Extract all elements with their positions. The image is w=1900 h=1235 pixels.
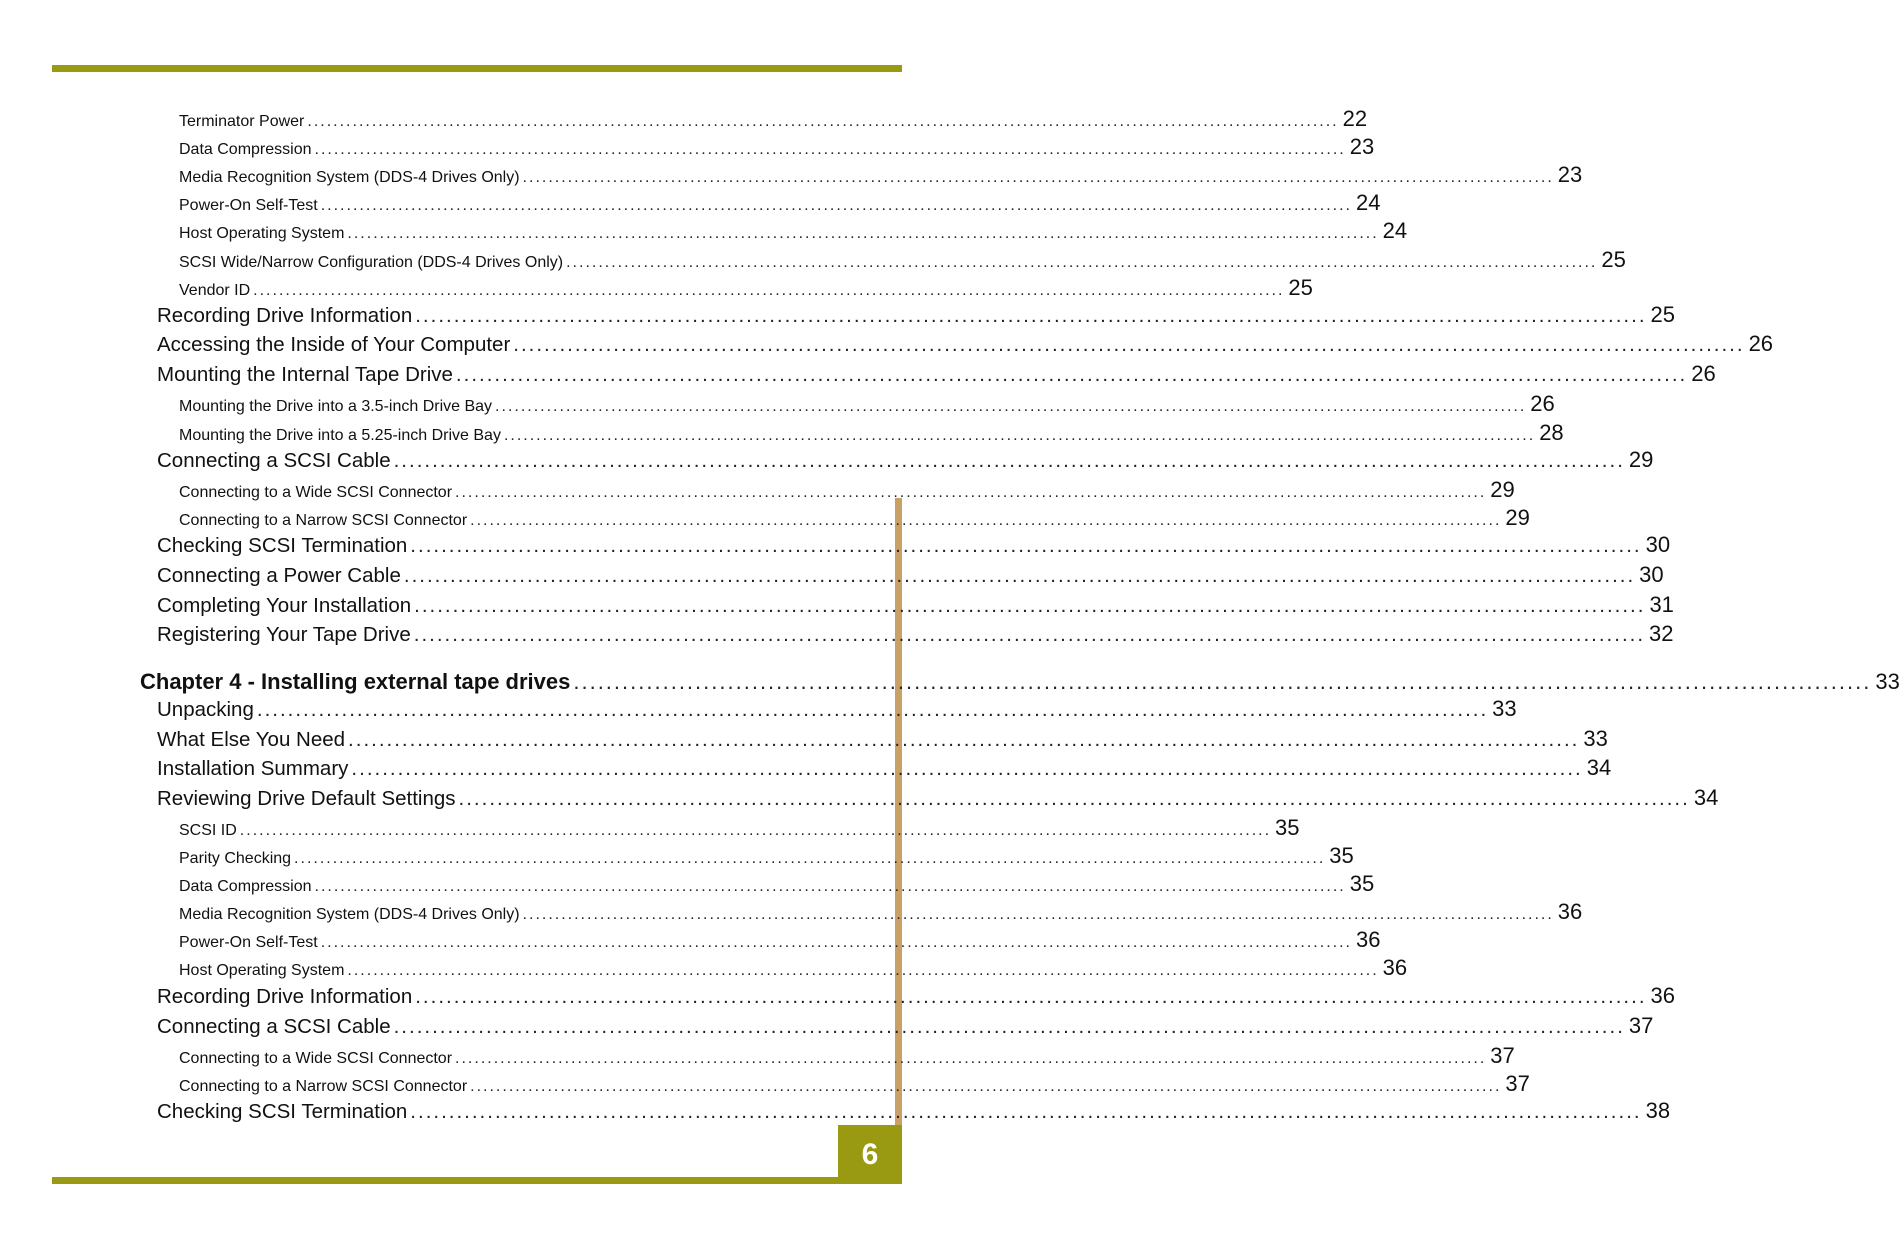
toc-leader: ................................................................................................................................................................: [455, 363, 1688, 386]
toc-leader: ................................................................................................................................................................: [393, 449, 1625, 472]
toc-entry[interactable]: [179, 218, 1408, 244]
toc-leader: ................................................................................................................................................................: [455, 1050, 1487, 1067]
toc-leader: ................................................................................................................................................................: [314, 141, 1346, 158]
toc-entry-page: 33: [1583, 726, 1608, 751]
toc-entry-title: SCSI Wide/Narrow Configuration (DDS-4 Drives Only): [179, 254, 564, 271]
toc-entry-page: 34: [1693, 785, 1719, 810]
toc-entry-title: What Else You Need: [157, 728, 346, 751]
toc-leader: ................................................................................................................................................................: [351, 757, 1583, 780]
toc-entry-title: Accessing the Inside of Your Computer: [157, 333, 511, 356]
toc-leader: ................................................................................................................................................................: [470, 512, 1502, 529]
toc-entry-page: 23: [1349, 134, 1375, 159]
toc-leader: ................................................................................................................................................................: [347, 225, 1379, 242]
toc-entry[interactable]: [157, 1013, 1654, 1039]
toc-entry-title: Terminator Power: [179, 113, 305, 130]
toc-entry-page: 25: [1601, 247, 1626, 272]
toc-leader: ................................................................................................................................................................: [347, 962, 1379, 979]
toc-leader: ................................................................................................................................................................: [410, 1100, 1642, 1123]
toc-entry[interactable]: [157, 562, 1664, 588]
toc-entry-page: 32: [1649, 621, 1674, 646]
toc-entry-page: 24: [1382, 218, 1408, 243]
toc-entry[interactable]: [179, 927, 1381, 953]
toc-entry-page: 35: [1349, 871, 1375, 896]
toc-leader: ................................................................................................................................................................: [470, 1078, 1502, 1095]
toc-entry-page: 31: [1649, 592, 1674, 617]
toc-entry[interactable]: [179, 134, 1375, 160]
toc-entry-page: 38: [1645, 1098, 1671, 1123]
toc-leader: ................................................................................................................................................................: [253, 282, 1285, 299]
toc-entry-page: 35: [1329, 843, 1354, 868]
toc-entry-page: 33: [1875, 669, 1900, 694]
toc-entry-title: Checking SCSI Termination: [157, 1100, 408, 1123]
toc-entry-page: 23: [1557, 162, 1583, 187]
toc-entry-title: Checking SCSI Termination: [157, 534, 408, 557]
page-number: 6: [838, 1125, 902, 1184]
toc-entry-page: 26: [1530, 391, 1555, 416]
toc-entry-title: Connecting a SCSI Cable: [157, 1015, 391, 1038]
toc-entry[interactable]: [157, 755, 1612, 781]
toc-leader: ................................................................................................................................................................: [566, 254, 1598, 271]
toc-entry[interactable]: [157, 331, 1774, 357]
toc-entry[interactable]: [179, 247, 1626, 273]
toc-entry-page: 37: [1490, 1043, 1515, 1068]
toc-entry-page: 37: [1628, 1013, 1654, 1038]
toc-leader: ................................................................................................................................................................: [403, 564, 1636, 587]
toc-leader: ................................................................................................................................................................: [458, 787, 1690, 810]
toc-entry[interactable]: [157, 726, 1608, 752]
toc-entry[interactable]: [157, 1098, 1671, 1124]
toc-entry-page: 26: [1748, 331, 1774, 356]
toc-entry[interactable]: [157, 785, 1719, 811]
toc-entry-page: 25: [1288, 275, 1313, 300]
toc-entry-title: Connecting to a Narrow SCSI Connector: [179, 1078, 468, 1095]
toc-entry-title: Host Operating System: [179, 225, 345, 242]
toc-entry-title: Connecting to a Wide SCSI Connector: [179, 1050, 453, 1067]
toc-leader: ................................................................................................................................................................: [348, 728, 1580, 751]
toc-entry-page: 35: [1275, 815, 1300, 840]
toc-entry[interactable]: [157, 302, 1676, 328]
toc-leader: ................................................................................................................................................................: [414, 594, 1646, 617]
toc-entry-page: 29: [1505, 505, 1530, 530]
toc-entry[interactable]: [157, 532, 1671, 558]
toc-leader: ................................................................................................................................................................: [495, 398, 1527, 415]
toc-entry-page: 26: [1691, 361, 1716, 386]
toc-entry[interactable]: [179, 505, 1530, 531]
toc-leader: ................................................................................................................................................................: [503, 427, 1536, 444]
toc-entry[interactable]: [179, 106, 1368, 132]
toc-entry-title: Installation Summary: [157, 757, 349, 780]
toc-entry[interactable]: [157, 447, 1654, 473]
toc-entry-page: 36: [1382, 955, 1408, 980]
toc-entry[interactable]: [179, 420, 1564, 446]
toc-leader: ................................................................................................................................................................: [573, 669, 1872, 694]
toc-entry-page: 24: [1355, 190, 1381, 215]
toc-entry[interactable]: [179, 162, 1583, 188]
toc-entry[interactable]: [179, 190, 1381, 216]
toc-entry-title: Mounting the Drive into a 5.25-inch Drive Bay: [179, 427, 501, 444]
toc-leader: ................................................................................................................................................................: [256, 698, 1489, 721]
toc-entry[interactable]: [179, 275, 1313, 301]
toc-entry-title: Connecting to a Narrow SCSI Connector: [179, 512, 468, 529]
toc-entry-title: Media Recognition System (DDS-4 Drives Only): [179, 169, 520, 186]
toc-entry-title: Connecting a SCSI Cable: [157, 449, 391, 472]
toc-entry-title: Connecting to a Wide SCSI Connector: [179, 484, 453, 501]
toc-entry-title: Parity Checking: [179, 850, 292, 867]
toc-entry[interactable]: [179, 843, 1354, 869]
toc-entry-title: Recording Drive Information: [157, 985, 413, 1008]
toc-entry-page: 36: [1557, 899, 1583, 924]
toc-entry[interactable]: [179, 1071, 1530, 1097]
top-rule: [52, 65, 902, 72]
toc-entry-title: Completing Your Installation: [157, 594, 412, 617]
toc-entry-title: Registering Your Tape Drive: [157, 623, 411, 646]
toc-chapter-entry[interactable]: [140, 669, 1900, 695]
toc-entry-page: 28: [1539, 420, 1564, 445]
toc-entry-title: Unpacking: [157, 698, 254, 721]
toc-entry[interactable]: [179, 815, 1300, 841]
toc-leader: ................................................................................................................................................................: [320, 197, 1352, 214]
toc-entry-title: Vendor ID: [179, 282, 251, 299]
toc-entry[interactable]: [179, 391, 1555, 417]
toc-entry[interactable]: [179, 899, 1583, 925]
toc-entry-page: 36: [1355, 927, 1381, 952]
toc-entry-page: 29: [1490, 477, 1515, 502]
toc-leader: ................................................................................................................................................................: [239, 822, 1272, 839]
toc-entry[interactable]: [157, 983, 1676, 1009]
toc-entry[interactable]: [157, 361, 1716, 387]
toc-leader: ................................................................................................................................................................: [415, 304, 1647, 327]
toc-entry[interactable]: [157, 621, 1674, 647]
toc-entry-title: Data Compression: [179, 141, 312, 158]
toc-entry[interactable]: [179, 477, 1515, 503]
toc-entry[interactable]: [179, 1043, 1515, 1069]
toc-leader: ................................................................................................................................................................: [415, 985, 1647, 1008]
toc-entry-title: Recording Drive Information: [157, 304, 413, 327]
toc-leader: ................................................................................................................................................................: [393, 1015, 1625, 1038]
toc-entry-page: 33: [1492, 696, 1517, 721]
toc-entry-title: Host Operating System: [179, 962, 345, 979]
toc-chapter-title: Chapter 4 - Installing external tape drives: [140, 669, 571, 694]
toc-leader: ................................................................................................................................................................: [522, 169, 1554, 186]
toc-leader: ................................................................................................................................................................: [455, 484, 1487, 501]
toc-leader: ................................................................................................................................................................: [522, 906, 1554, 923]
toc-entry-page: 37: [1505, 1071, 1530, 1096]
toc-entry[interactable]: [157, 592, 1674, 618]
toc-leader: ................................................................................................................................................................: [314, 878, 1346, 895]
toc-entry-title: Power-On Self-Test: [179, 934, 318, 951]
toc-entry-title: Mounting the Internal Tape Drive: [157, 363, 453, 386]
toc-leader: ................................................................................................................................................................: [410, 534, 1642, 557]
toc-entry-page: 34: [1586, 755, 1612, 780]
toc-entry-title: Media Recognition System (DDS-4 Drives Only): [179, 906, 520, 923]
toc-entry[interactable]: [157, 696, 1517, 722]
toc-entry-page: 36: [1650, 983, 1676, 1008]
toc-entry-page: 22: [1342, 106, 1368, 131]
toc-leader: ................................................................................................................................................................: [294, 850, 1326, 867]
toc-entry-title: Connecting a Power Cable: [157, 564, 401, 587]
toc-leader: ................................................................................................................................................................: [320, 934, 1352, 951]
toc-entry-title: Mounting the Drive into a 3.5-inch Drive Bay: [179, 398, 493, 415]
toc-entry-title: SCSI ID: [179, 822, 237, 839]
toc-entry-title: Data Compression: [179, 878, 312, 895]
bottom-rule: [52, 1177, 838, 1184]
toc-leader: ................................................................................................................................................................: [307, 113, 1339, 130]
toc-entry[interactable]: [179, 871, 1375, 897]
toc-entry-title: Power-On Self-Test: [179, 197, 318, 214]
toc-leader: ................................................................................................................................................................: [413, 623, 1646, 646]
toc-entry-page: 29: [1628, 447, 1654, 472]
toc-entry-title: Reviewing Drive Default Settings: [157, 787, 456, 810]
toc-entry-page: 25: [1650, 302, 1676, 327]
toc-entry-page: 30: [1639, 562, 1664, 587]
toc-entry[interactable]: [179, 955, 1408, 981]
toc-entry-page: 30: [1645, 532, 1671, 557]
toc-leader: ................................................................................................................................................................: [513, 333, 1745, 356]
